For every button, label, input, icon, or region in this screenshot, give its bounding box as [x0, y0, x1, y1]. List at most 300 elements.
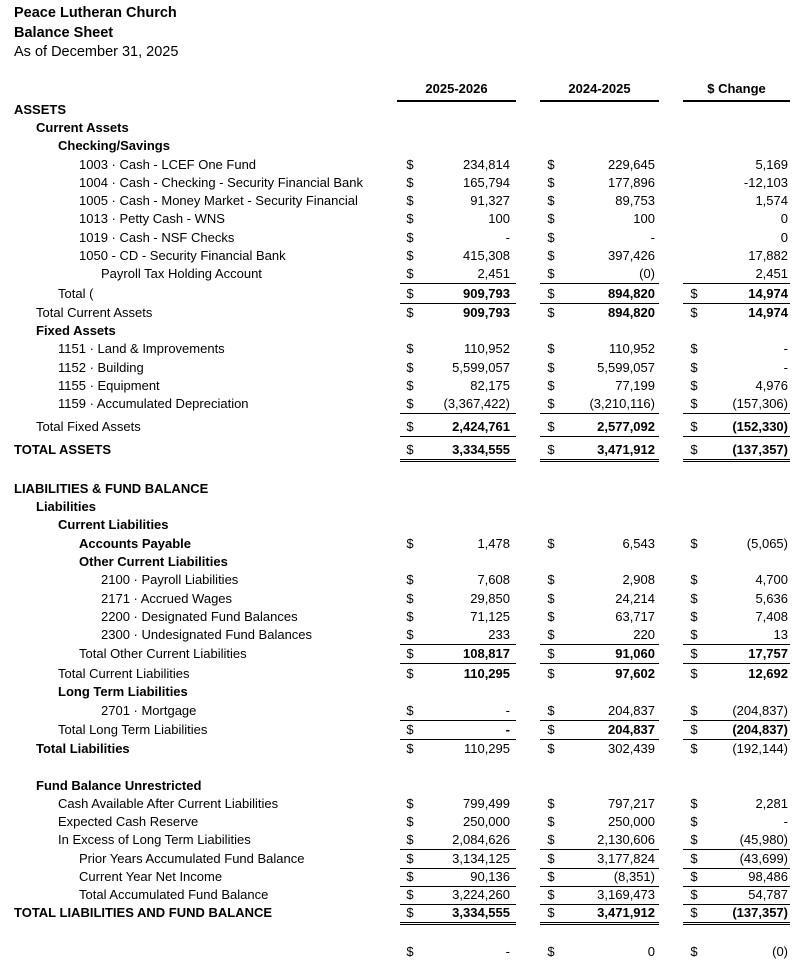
cell-value: 397,426	[608, 248, 655, 263]
table-row	[0, 285, 809, 303]
cell-value: 3,471,912	[597, 905, 655, 920]
underline-rule	[540, 283, 659, 284]
cell-value: 71,125	[470, 609, 510, 624]
cell-value: 2,084,626	[452, 832, 510, 847]
table-row	[0, 247, 809, 265]
cell-value: 5,599,057	[597, 360, 655, 375]
table-row	[0, 322, 809, 340]
cell-value: 1,574	[755, 193, 788, 208]
dollar-sign: $	[690, 851, 698, 866]
table-row	[0, 395, 809, 413]
cell-value: 3,134,125	[452, 851, 510, 866]
dollar-sign: $	[406, 360, 414, 375]
cell-value: 204,837	[608, 722, 655, 737]
dollar-sign: $	[547, 305, 555, 320]
row-label: Total Fixed Assets	[36, 419, 141, 434]
cell-value: -	[783, 814, 788, 829]
dollar-sign: $	[547, 905, 555, 920]
row-label: 2701 · Mortgage	[101, 703, 197, 718]
cell-value: 90,136	[470, 869, 510, 884]
cell-value: (152,330)	[732, 419, 788, 434]
underline-rule	[683, 436, 790, 437]
cell-value: 110,952	[463, 341, 510, 356]
table-row	[0, 441, 809, 459]
dollar-sign: $	[547, 378, 555, 393]
dollar-sign: $	[547, 230, 555, 245]
cell-value: 7,608	[477, 572, 510, 587]
dollar-sign: $	[406, 741, 414, 756]
dollar-sign: $	[547, 572, 555, 587]
cell-value: 250,000	[463, 814, 510, 829]
cell-value: 3,334,555	[452, 442, 510, 457]
table-row	[0, 359, 809, 377]
cell-value: (0)	[639, 266, 655, 281]
table-row	[0, 101, 809, 119]
table-row	[0, 174, 809, 192]
dollar-sign: $	[690, 796, 698, 811]
dollar-sign: $	[547, 157, 555, 172]
table-row	[0, 590, 809, 608]
dollar-sign: $	[406, 419, 414, 434]
dollar-sign: $	[547, 627, 555, 642]
cell-value: 0	[647, 944, 655, 959]
underline-rule	[540, 922, 659, 925]
dollar-sign: $	[547, 591, 555, 606]
row-label: 1005 · Cash - Money Market - Security Financial	[79, 193, 358, 208]
cell-value: 29,850	[470, 591, 510, 606]
column-header-2024-2025: 2024-2025	[540, 81, 659, 102]
cell-value: 14,974	[748, 305, 788, 320]
dollar-sign: $	[690, 722, 698, 737]
dollar-sign: $	[406, 442, 414, 457]
table-row	[0, 626, 809, 644]
row-label: TOTAL LIABILITIES AND FUND BALANCE	[14, 905, 273, 920]
cell-value: 17,882	[748, 248, 788, 263]
dollar-sign: $	[690, 832, 698, 847]
cell-value: 17,757	[748, 646, 788, 661]
dollar-sign: $	[547, 341, 555, 356]
table-row	[0, 304, 809, 322]
cell-value: (192,144)	[732, 741, 788, 756]
dollar-sign: $	[690, 666, 698, 681]
row-label: Fund Balance Unrestricted	[36, 778, 202, 793]
table-row	[0, 645, 809, 663]
dollar-sign: $	[406, 230, 414, 245]
cell-value: 2,130,606	[597, 832, 655, 847]
cell-value: -	[783, 360, 788, 375]
dollar-sign: $	[690, 627, 698, 642]
table-row	[0, 740, 809, 758]
dollar-sign: $	[406, 536, 414, 551]
dollar-sign: $	[406, 211, 414, 226]
cell-value: -	[505, 944, 510, 959]
cell-value: 77,199	[615, 378, 655, 393]
cell-value: 909,793	[463, 286, 510, 301]
cell-value: 2,424,761	[452, 419, 510, 434]
cell-value: 13	[773, 627, 788, 642]
table-row	[0, 813, 809, 831]
cell-value: 233	[488, 627, 510, 642]
dollar-sign: $	[406, 869, 414, 884]
cell-value: 165,794	[463, 175, 510, 190]
underline-rule	[400, 413, 516, 414]
cell-value: 250,000	[608, 814, 655, 829]
cell-value: 0	[780, 230, 788, 245]
cell-value: -	[505, 722, 510, 737]
underline-rule	[683, 413, 790, 414]
table-row	[0, 831, 809, 849]
cell-value: 2,451	[477, 266, 510, 281]
cell-value: 302,439	[608, 741, 655, 756]
table-row	[0, 850, 809, 868]
cell-value: 415,308	[463, 248, 510, 263]
dollar-sign: $	[690, 905, 698, 920]
row-label: 1155 · Equipment	[58, 378, 160, 393]
dollar-sign: $	[406, 248, 414, 263]
cell-value: 2,908	[622, 572, 655, 587]
cell-value: 89,753	[615, 193, 655, 208]
row-label: Liabilities	[36, 499, 96, 514]
table-row	[0, 904, 809, 922]
underline-rule	[683, 283, 790, 284]
cell-value: 894,820	[608, 305, 655, 320]
dollar-sign: $	[690, 572, 698, 587]
table-row	[0, 377, 809, 395]
table-row	[0, 868, 809, 886]
dollar-sign: $	[406, 396, 414, 411]
dollar-sign: $	[406, 378, 414, 393]
row-label: LIABILITIES & FUND BALANCE	[14, 481, 209, 496]
underline-rule	[540, 436, 659, 437]
dollar-sign: $	[547, 703, 555, 718]
dollar-sign: $	[547, 666, 555, 681]
cell-value: 110,295	[463, 741, 510, 756]
dollar-sign: $	[406, 814, 414, 829]
dollar-sign: $	[690, 341, 698, 356]
dollar-sign: $	[690, 442, 698, 457]
dollar-sign: $	[690, 286, 698, 301]
cell-value: 54,787	[748, 887, 788, 902]
row-label: Long Term Liabilities	[58, 684, 188, 699]
table-row	[0, 886, 809, 904]
row-label: Total Other Current Liabilities	[79, 646, 247, 661]
dollar-sign: $	[406, 341, 414, 356]
dollar-sign: $	[690, 591, 698, 606]
cell-value: (157,306)	[732, 396, 788, 411]
cell-value: -12,103	[743, 175, 788, 190]
table-row	[0, 137, 809, 155]
cell-value: 12,692	[748, 666, 788, 681]
cell-value: -	[505, 230, 510, 245]
dollar-sign: $	[690, 305, 698, 320]
cell-value: 4,700	[755, 572, 788, 587]
dollar-sign: $	[690, 944, 698, 959]
cell-value: 3,334,555	[452, 905, 510, 920]
cell-value: 1,478	[477, 536, 510, 551]
underline-rule	[400, 459, 516, 462]
row-label: Fixed Assets	[36, 323, 116, 338]
dollar-sign: $	[547, 944, 555, 959]
dollar-sign: $	[690, 378, 698, 393]
underline-rule	[540, 663, 659, 664]
column-header-change: $ Change	[683, 81, 790, 102]
row-label: Payroll Tax Holding Account	[101, 266, 262, 281]
dollar-sign: $	[406, 832, 414, 847]
cell-value: (137,357)	[732, 442, 788, 457]
table-row	[0, 119, 809, 137]
dollar-sign: $	[406, 722, 414, 737]
dollar-sign: $	[547, 814, 555, 829]
underline-rule	[540, 459, 659, 462]
cell-value: 234,814	[463, 157, 510, 172]
report-title: Balance Sheet	[14, 25, 114, 41]
dollar-sign: $	[690, 869, 698, 884]
cell-value: -	[505, 703, 510, 718]
dollar-sign: $	[547, 646, 555, 661]
underline-rule	[683, 459, 790, 462]
cell-value: 229,645	[608, 157, 655, 172]
dollar-sign: $	[406, 286, 414, 301]
cell-value: 3,177,824	[597, 851, 655, 866]
cell-value: (0)	[772, 944, 788, 959]
underline-rule	[400, 922, 516, 925]
table-row	[0, 943, 809, 961]
row-label: Accounts Payable	[79, 536, 191, 551]
cell-value: 110,295	[463, 666, 510, 681]
row-label: Current Year Net Income	[79, 869, 223, 884]
cell-value: 797,217	[608, 796, 655, 811]
row-label: Expected Cash Reserve	[58, 814, 199, 829]
cell-value: 14,974	[748, 286, 788, 301]
dollar-sign: $	[690, 609, 698, 624]
dollar-sign: $	[406, 944, 414, 959]
row-label: 1159 · Accumulated Depreciation	[58, 396, 249, 411]
row-label: Current Liabilities	[58, 517, 169, 532]
table-row	[0, 553, 809, 571]
cell-value: 63,717	[615, 609, 655, 624]
cell-value: 24,214	[615, 591, 655, 606]
table-row	[0, 535, 809, 553]
underline-rule	[400, 663, 516, 664]
row-label: 2200 · Designated Fund Balances	[101, 609, 298, 624]
cell-value: (3,367,422)	[443, 396, 510, 411]
dollar-sign: $	[547, 286, 555, 301]
cell-value: 4,976	[755, 378, 788, 393]
table-row	[0, 571, 809, 589]
dollar-sign: $	[406, 266, 414, 281]
row-label: 1019 · Cash - NSF Checks	[79, 230, 235, 245]
cell-value: 108,817	[463, 646, 510, 661]
cell-value: (5,065)	[746, 536, 788, 551]
row-label: Cash Available After Current Liabilities	[58, 796, 279, 811]
row-label: 2300 · Undesignated Fund Balances	[101, 627, 313, 642]
cell-value: 5,169	[755, 157, 788, 172]
underline-rule	[540, 413, 659, 414]
cell-value: 97,602	[615, 666, 655, 681]
dollar-sign: $	[406, 157, 414, 172]
underline-rule	[400, 283, 516, 284]
dollar-sign: $	[547, 442, 555, 457]
cell-value: (3,210,116)	[589, 396, 655, 411]
dollar-sign: $	[547, 851, 555, 866]
dollar-sign: $	[690, 703, 698, 718]
table-row	[0, 265, 809, 283]
dollar-sign: $	[547, 796, 555, 811]
cell-value: 100	[633, 211, 655, 226]
cell-value: 2,281	[755, 796, 788, 811]
dollar-sign: $	[547, 536, 555, 551]
dollar-sign: $	[547, 266, 555, 281]
dollar-sign: $	[690, 396, 698, 411]
row-label: Prior Years Accumulated Fund Balance	[79, 851, 305, 866]
table-row	[0, 156, 809, 174]
dollar-sign: $	[690, 646, 698, 661]
cell-value: -	[650, 230, 655, 245]
dollar-sign: $	[547, 175, 555, 190]
dollar-sign: $	[406, 796, 414, 811]
cell-value: 3,224,260	[452, 887, 510, 902]
table-row	[0, 608, 809, 626]
table-row	[0, 229, 809, 247]
dollar-sign: $	[690, 887, 698, 902]
dollar-sign: $	[406, 646, 414, 661]
cell-value: 3,471,912	[597, 442, 655, 457]
row-label: 2171 · Accrued Wages	[101, 591, 233, 606]
dollar-sign: $	[690, 814, 698, 829]
cell-value: 5,636	[755, 591, 788, 606]
cell-value: (45,980)	[739, 832, 788, 847]
dollar-sign: $	[547, 832, 555, 847]
cell-value: 894,820	[608, 286, 655, 301]
dollar-sign: $	[406, 666, 414, 681]
cell-value: 2,451	[755, 266, 788, 281]
cell-value: 204,837	[608, 703, 655, 718]
cell-value: 98,486	[748, 869, 788, 884]
dollar-sign: $	[406, 627, 414, 642]
table-row	[0, 210, 809, 228]
table-row	[0, 795, 809, 813]
dollar-sign: $	[547, 869, 555, 884]
row-label: 1050 - CD - Security Financial Bank	[79, 248, 286, 263]
cell-value: 5,599,057	[452, 360, 510, 375]
table-row	[0, 702, 809, 720]
dollar-sign: $	[406, 305, 414, 320]
dollar-sign: $	[690, 741, 698, 756]
row-label: Total Current Assets	[36, 305, 153, 320]
dollar-sign: $	[406, 703, 414, 718]
dollar-sign: $	[406, 193, 414, 208]
dollar-sign: $	[690, 536, 698, 551]
dollar-sign: $	[406, 851, 414, 866]
cell-value: 82,175	[470, 378, 510, 393]
cell-value: (204,837)	[732, 703, 788, 718]
cell-value: (43,699)	[739, 851, 788, 866]
dollar-sign: $	[547, 741, 555, 756]
report-date: As of December 31, 2025	[14, 44, 179, 60]
row-label: Total Long Term Liabilities	[58, 722, 208, 737]
cell-value: 909,793	[463, 305, 510, 320]
table-row	[0, 516, 809, 534]
dollar-sign: $	[547, 360, 555, 375]
cell-value: -	[783, 341, 788, 356]
cell-value: 2,577,092	[597, 419, 655, 434]
table-row	[0, 683, 809, 701]
dollar-sign: $	[406, 887, 414, 902]
table-row	[0, 340, 809, 358]
row-label: Total Current Liabilities	[58, 666, 190, 681]
dollar-sign: $	[547, 722, 555, 737]
table-row	[0, 498, 809, 516]
cell-value: 91,327	[470, 193, 510, 208]
dollar-sign: $	[406, 905, 414, 920]
table-row	[0, 665, 809, 683]
dollar-sign: $	[547, 396, 555, 411]
row-label: Total (	[58, 286, 94, 301]
table-row	[0, 418, 809, 436]
cell-value: 100	[488, 211, 510, 226]
row-label: 1152 · Building	[58, 360, 144, 375]
row-label: In Excess of Long Term Liabilities	[58, 832, 251, 847]
column-header-2025-2026: 2025-2026	[397, 81, 516, 102]
underline-rule	[683, 922, 790, 925]
dollar-sign: $	[406, 572, 414, 587]
cell-value: 0	[780, 211, 788, 226]
dollar-sign: $	[406, 609, 414, 624]
table-row	[0, 480, 809, 498]
dollar-sign: $	[547, 887, 555, 902]
dollar-sign: $	[690, 360, 698, 375]
dollar-sign: $	[690, 419, 698, 434]
cell-value: 220	[633, 627, 655, 642]
row-label: Checking/Savings	[58, 138, 170, 153]
row-label: Total Liabilities	[36, 741, 130, 756]
underline-rule	[683, 663, 790, 664]
row-label: Total Accumulated Fund Balance	[79, 887, 269, 902]
cell-value: (137,357)	[732, 905, 788, 920]
table-row	[0, 777, 809, 795]
row-label: TOTAL ASSETS	[14, 442, 112, 457]
cell-value: 6,543	[622, 536, 655, 551]
row-label: 1004 · Cash - Checking - Security Financial Bank	[79, 175, 363, 190]
dollar-sign: $	[406, 175, 414, 190]
cell-value: 799,499	[463, 796, 510, 811]
row-label: 1013 · Petty Cash - WNS	[79, 211, 225, 226]
dollar-sign: $	[547, 248, 555, 263]
row-label: Other Current Liabilities	[79, 554, 228, 569]
row-label: 1003 · Cash - LCEF One Fund	[79, 157, 257, 172]
underline-rule	[400, 436, 516, 437]
cell-value: (8,351)	[613, 869, 655, 884]
cell-value: 3,169,473	[597, 887, 655, 902]
cell-value: 110,952	[608, 341, 655, 356]
cell-value: 177,896	[608, 175, 655, 190]
cell-value: (204,837)	[732, 722, 788, 737]
dollar-sign: $	[547, 609, 555, 624]
org-name: Peace Lutheran Church	[14, 5, 177, 21]
cell-value: 7,408	[755, 609, 788, 624]
dollar-sign: $	[547, 419, 555, 434]
row-label: 2100 · Payroll Liabilities	[101, 572, 239, 587]
dollar-sign: $	[547, 193, 555, 208]
row-label: 1151 · Land & Improvements	[58, 341, 225, 356]
row-label: ASSETS	[14, 102, 67, 117]
cell-value: 91,060	[615, 646, 655, 661]
dollar-sign: $	[406, 591, 414, 606]
table-row	[0, 721, 809, 739]
dollar-sign: $	[547, 211, 555, 226]
row-label: Current Assets	[36, 120, 129, 135]
table-row	[0, 192, 809, 210]
